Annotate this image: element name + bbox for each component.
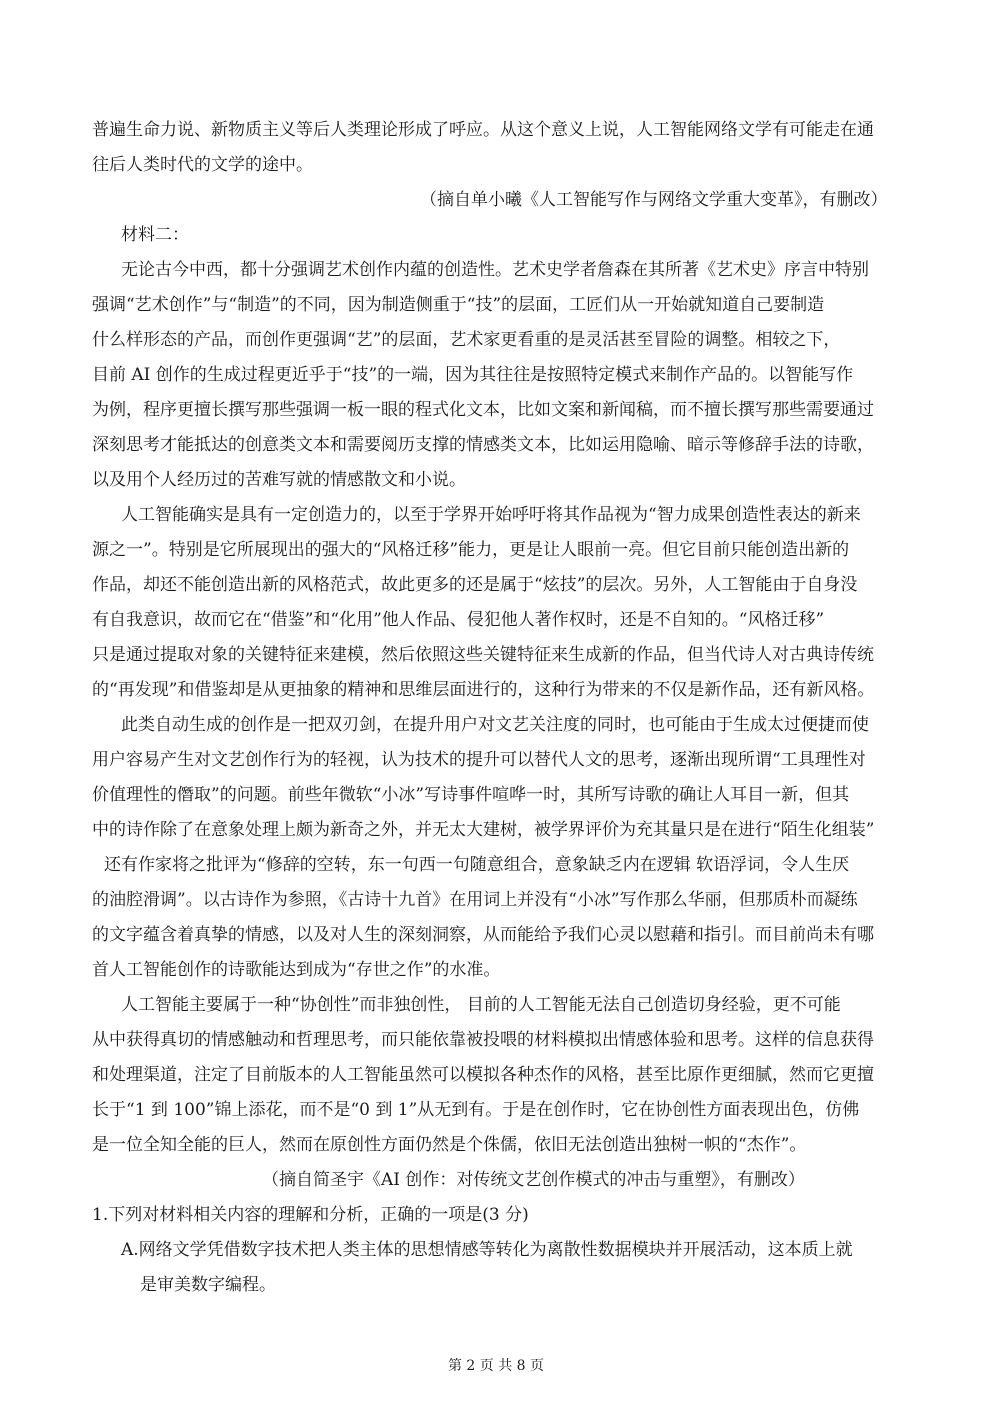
- text-line: 普遍生命力说、新物质主义等后人类理论形成了呼应。从这个意义上说，人工智能网络文学有可能走在通: [92, 120, 874, 140]
- source-citation: （摘自简圣宇《AI 创作：对传统文艺创作模式的冲击与重塑》，有删改）: [262, 1170, 805, 1190]
- text-line: 强调“艺术创作”与“制造”的不同，因为制造侧重于“技”的层面，工匠们从一开始就知道自己要制造: [92, 295, 825, 315]
- text-line: 的文字蕴含着真挚的情感，以及对人生的深刻洞察，从而能给予我们心灵以慰藉和指引。而目前尚未有哪: [92, 925, 874, 945]
- text-line: 此类自动生成的创作是一把双刃剑，在提升用户对文艺关注度的同时，也可能由于生成太过便捷而使: [121, 715, 869, 735]
- text-line: 目前 AI 创作的生成过程更近乎于“技”的一端，因为其往往是按照特定模式来制作产品的。以智能写作: [92, 365, 854, 385]
- text-line: 价值理性的僭取”的问题。前些年微软“小冰”写诗事件喧哗一时，其所写诗歌的确让人耳目一新，但其: [92, 785, 850, 805]
- question-stem: 1.下列对材料相关内容的理解和分析，正确的一项是(3 分): [92, 1205, 529, 1225]
- section-heading: 材料二：: [121, 225, 189, 245]
- text-line: 只是通过提取对象的关键特征来建模，然后依照这些关键特征来生成新的作品，但当代诗人对古典诗传统: [92, 645, 874, 665]
- text-line: 深刻思考才能抵达的创意类文本和需要阅历支撑的情感类文本，比如运用隐喻、暗示等修辞手法的诗歌，: [92, 435, 874, 455]
- text-line: 以及用个人经历过的苦难写就的情感散文和小说。: [92, 470, 466, 490]
- text-line: 从中获得真切的情感触动和哲理思考，而只能依靠被投喂的材料模拟出情感体验和思考。这样的信息获得: [92, 1030, 874, 1050]
- text-line: 是一位全知全能的巨人，然而在原创性方面仍然是个侏儒，依旧无法创造出独树一帜的“杰作”。: [92, 1135, 807, 1155]
- option-a: A.网络文学凭借数字技术把人类主体的思想情感等转化为离散性数据模块并开展活动，这本质上就: [121, 1240, 853, 1260]
- text-line: 什么样形态的产品，而创作更强调“艺”的层面，艺术家更看重的是灵活甚至冒险的调整。相较之下，: [92, 330, 841, 350]
- text-line: 无论古今中西，都十分强调艺术创作内蕴的创造性。艺术史学者詹森在其所著《艺术史》序言中特别: [121, 260, 869, 280]
- option-a-continuation: 是审美数字编程。: [140, 1275, 276, 1295]
- text-line: 源之一”。特别是它所展现出的强大的“风格迁移”能力，更是让人眼前一亮。但它目前只能创造出新的: [92, 540, 850, 560]
- text-line: 中的诗作除了在意象处理上颇为新奇之外，并无太大建树，被学界评价为充其量只是在进行“陌生化组装”: [92, 820, 875, 840]
- source-citation: （摘自单小曦《人工智能写作与网络文学重大变革》，有删改）: [420, 190, 888, 210]
- text-line: 的“再发现”和借鉴却是从更抽象的精神和思维层面进行的，这种行为带来的不仅是新作品，还有新风格。: [92, 680, 875, 700]
- text-line: 和处理渠道，注定了目前版本的人工智能虽然可以模拟各种杰作的风格，甚至比原作更细腻，然而它更擅: [92, 1065, 874, 1085]
- text-line: 还有作家将之批评为“修辞的空转，东一句西一句随意组合，意象缺乏内在逻辑 软语浮词，令人生厌: [104, 855, 850, 875]
- page-number: 第 2 页 共 8 页: [447, 1358, 545, 1374]
- text-line: 用户容易产生对文艺创作行为的轻视，认为技术的提升可以替代人文的思考，逐渐出现所谓“工具理性对: [92, 750, 866, 770]
- text-line: 为例，程序更擅长撰写那些强调一板一眼的程式化文本，比如文案和新闻稿，而不擅长撰写那些需要通过: [92, 400, 874, 420]
- text-line: 作品，却还不能创造出新的风格范式，故此更多的还是属于“炫技”的层次。另外，人工智能由于自身没: [92, 575, 858, 595]
- text-line: 往后人类时代的文学的途中。: [92, 155, 313, 175]
- text-line: 人工智能确实是具有一定创造力的，以至于学界开始呼吁将其作品视为“智力成果创造性表达的新来: [121, 505, 861, 525]
- text-line: 有自我意识，故而它在“借鉴”和“化用”他人作品、侵犯他人著作权时，还是不自知的。“风格迁移”: [92, 610, 825, 630]
- text-line: 首人工智能创作的诗歌能达到成为“存世之作”的水准。: [92, 960, 501, 980]
- text-line: 的油腔滑调”。以古诗作为参照，《古诗十九首》在用词上并没有“小冰”写作那么华丽，但那质朴而凝练: [92, 890, 858, 910]
- text-line: 长于“1 到 100”锦上添花，而不是“0 到 1”从无到有。于是在创作时，它在协创性方面表现出色，仿佛: [92, 1100, 860, 1120]
- text-line: 人工智能主要属于一种“协创性”而非独创性， 目前的人工智能无法自己创造切身经验，更不可能: [121, 995, 841, 1015]
